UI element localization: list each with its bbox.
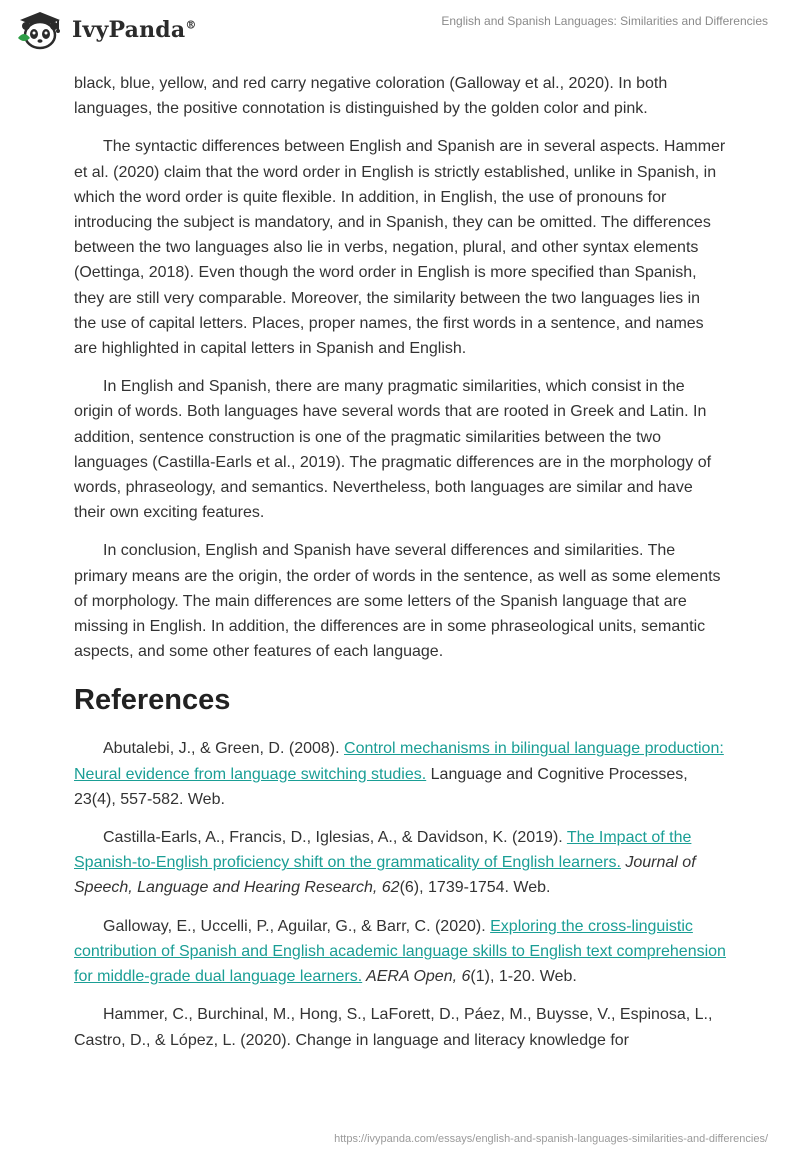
reference-item xyxy=(74,825,726,901)
reference-link[interactable]: Control mechanisms in bilingual language production: Neural evidence from language switching studies. xyxy=(74,740,724,783)
paragraph-syntactic: The syntactic differences between English and Spanish are in several aspects. Hammer et al. (2020) claim that the word order in English is strictly established, unlike in Spanish, in which the word order is quite flexible. In addition, in English, the use of pronouns for introducing the subject is mandatory, and in Spanish, they can be omitted. The differences between the two languages also lie in verbs, negation, plural, and other syntax elements (Oettinga, 2018). Even though the word order in English is more specified than Spanish, they are still very comparable. Moreover, the similarity between the two languages lies in the use of capital letters. Places, proper names, the first words in a sentence, and names are highlighted in capital letters in Spanish and English. xyxy=(74,138,726,358)
ivypanda-logo[interactable] xyxy=(14,8,197,52)
panda-logo-icon xyxy=(14,8,66,52)
page-header xyxy=(0,0,800,64)
reference-authors: Hammer, C., Burchinal, M., Hong, S., LaForett, D., Páez, M., Buysse, V., Espinosa, L., Castro, D., & López, L. (2020). Change in language and literacy knowledge for xyxy=(74,1006,713,1049)
reference-journal: AERA Open, 6 xyxy=(362,968,471,986)
reference-item xyxy=(74,1002,726,1052)
footer-url[interactable]: https://ivypanda.com/essays/english-and-spanish-languages-similarities-and-differencies/ xyxy=(334,1133,768,1145)
reference-item xyxy=(74,736,726,812)
document-title: English and Spanish Languages: Similarities and Differencies xyxy=(441,14,768,28)
reference-link[interactable]: Exploring the cross-linguistic contribution of Spanish and English academic language skills to English text comprehension for middle-grade dual language learners. xyxy=(74,917,726,986)
reference-authors: Galloway, E., Uccelli, P., Aguilar, G., & Barr, C. (2020). xyxy=(103,917,491,935)
paragraph-conclusion: In conclusion, English and Spanish have several differences and similarities. The primary means are the origin, the order of words in the sentence, as well as some elements of morphology. The main differences are some letters of the Spanish language that are missing in English. In addition, the differences are in some phraseological units, semantic aspects, and some other features of each language. xyxy=(74,542,721,661)
reference-link[interactable]: The Impact of the Spanish-to-English proficiency shift on the grammaticality of English learners. xyxy=(74,829,692,872)
reference-source: Language and Cognitive Processes, 23(4), 557-582. Web. xyxy=(74,765,688,808)
references-heading: References xyxy=(74,684,231,717)
logo-text: IvyPanda® xyxy=(72,17,197,43)
reference-source: (1), 1-20. Web. xyxy=(470,968,577,986)
paragraph-pragmatic: In English and Spanish, there are many pragmatic similarities, which consist in the origin of words. Both languages have several words that are rooted in Greek and Latin. In addition, sentence construction is one of the pragmatic similarities between the two languages (Castilla-Earls et al., 2019). The pragmatic differences are in the morphology of words, phraseology, and semantics. Nevertheless, both languages are similar and have their own exciting features. xyxy=(74,378,712,522)
paragraph-continued: black, blue, yellow, and red carry negative coloration (Galloway et al., 2020). In both languages, the positive connotation is distinguished by the golden color and pink. xyxy=(74,75,668,118)
essay-body xyxy=(74,71,726,1066)
reference-source: (6), 1739-1754. Web. xyxy=(399,879,551,897)
reference-authors: Abutalebi, J., & Green, D. (2008). xyxy=(103,740,345,758)
reference-authors: Castilla-Earls, A., Francis, D., Iglesias, A., & Davidson, K. (2019). xyxy=(103,829,567,847)
reference-item xyxy=(74,914,726,990)
reference-journal: Journal of Speech, Language and Hearing Research, 62 xyxy=(74,854,696,897)
